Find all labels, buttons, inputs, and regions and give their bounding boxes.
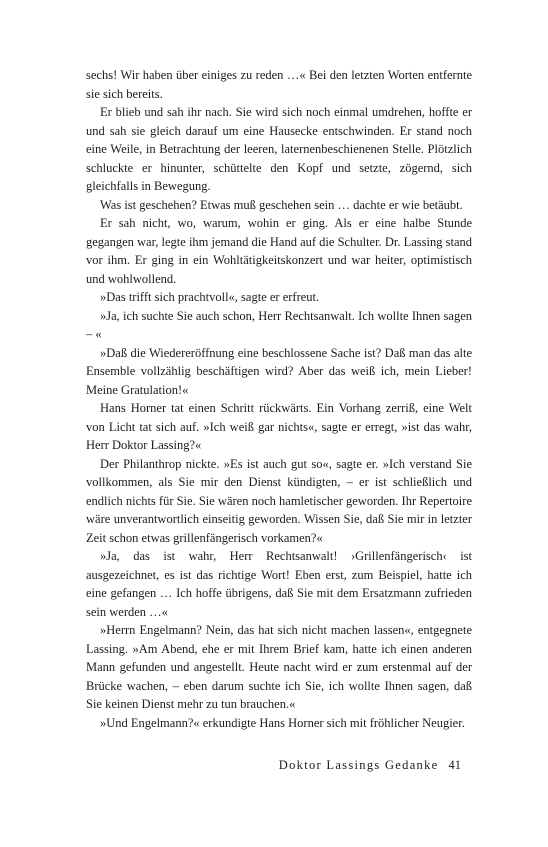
paragraph: Hans Horner tat einen Schritt rückwärts. Ein Vorhang zerriß, eine Welt von Licht tat sich auf. »Ich weiß gar nichts«, sagte er erregt, »ist das wahr, Herr Doktor Lassing?« bbox=[86, 401, 472, 452]
paragraph: »Daß die Wiedereröffnung eine beschlossene Sache ist? Daß man das alte Ensemble vollzählig beschäftigen wird? Aber das weiß ich, mein Lieber! Meine Gratulation!« bbox=[86, 345, 472, 397]
running-footer-title: Doktor Lassings Gedanke bbox=[278, 758, 439, 772]
page-footer bbox=[86, 758, 461, 773]
paragraph: »Ja, ich suchte Sie auch schon, Herr Rechtsanwalt. Ich wollte Ihnen sagen – « bbox=[86, 308, 472, 341]
paragraph: »Ja, das ist wahr, Herr Rechtsanwalt! ›Grillenfängerisch‹ ist ausgezeichnet, es ist das richtige Wort! Eben erst, zum Beispiel, hatte ich eine gefangen … Ich hoffe übrigens, daß Sie mit dem Ersatzmann zufrieden sein werden …« bbox=[86, 549, 472, 619]
paragraph: »Herrn Engelmann? Nein, das hat sich nicht machen lassen«, entgegnete Lassing. »Am Abend, ehe er mit Ihrem Brief kam, hatte ich einen anderen Mann gefunden und angestellt. Heute nacht wird er zum erstenmal auf der Brücke wachen, – eben darum suchte ich Sie, ich wollte Ihnen sagen, daß Sie keinen Dienst mehr zu tun brauchen.« bbox=[86, 623, 472, 711]
paragraph: Er sah nicht, wo, warum, wohin er ging. Als er eine halbe Stunde gegangen war, legte ihm jemand die Hand auf die Schulter. Dr. Lassing stand vor ihm. Er ging in ein Wohltätigkeitskonzert und war heiter, optimistisch und wohlwollend. bbox=[86, 216, 472, 286]
paragraph: Was ist geschehen? Etwas muß geschehen sein … dachte er wie betäubt. bbox=[100, 197, 463, 212]
paragraph: Der Philanthrop nickte. »Es ist auch gut so«, sagte er. »Ich verstand Sie vollkommen, als Sie mir den Dienst kündigten, – er ist schließlich und endlich nichts für Sie. Sie wären noch hamletischer geworden. Ihr Repertoire wäre unverantwortlich einseitig geworden. Wissen Sie, daß Sie mir in letzter Zeit schon etwas grillenfängerisch vorkamen?« bbox=[86, 456, 472, 545]
page-number: 41 bbox=[448, 758, 461, 772]
paragraph: »Und Engelmann?« erkundigte Hans Horner sich mit fröhlicher Neugier. bbox=[100, 715, 465, 730]
body-text bbox=[86, 66, 472, 732]
paragraph: »Das trifft sich prachtvoll«, sagte er erfreut. bbox=[100, 290, 320, 304]
paragraph: sechs! Wir haben über einiges zu reden …« Bei den letzten Worten entfernte sie sich bereits. bbox=[86, 68, 472, 101]
paragraph: Er blieb und sah ihr nach. Sie wird sich noch einmal umdrehen, hoffte er und sah sie gleich darauf um eine Hausecke entschwinden. Er stand noch eine Weile, in Betrachtung der leeren, laternenbeschienenen Stelle. Plötzlich schluckte er hinunter, schüttelte den Kopf und setzte, zögernd, sich gleichfalls in Bewegung. bbox=[86, 105, 472, 193]
